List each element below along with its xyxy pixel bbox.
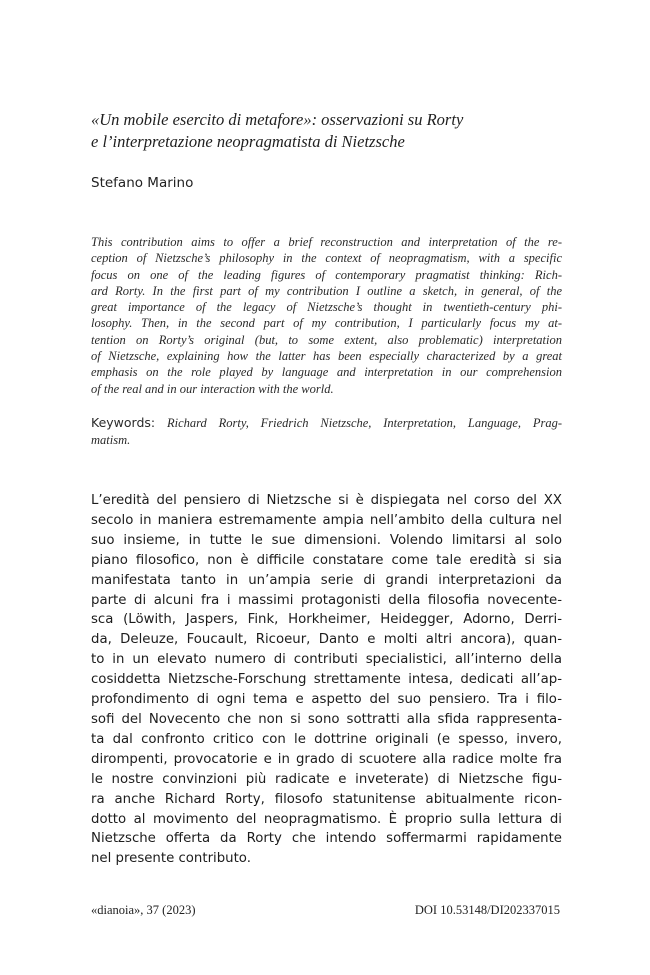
body-line: cosiddetta Nietzsche-Forschung strettamente intesa, dedicati all’ap- <box>91 672 562 688</box>
body-line: sofi del Novecento che non si sono sottratti alla sfida rappresenta- <box>91 711 562 727</box>
title-line: e l’interpretazione neopragmatista di Nietzsche <box>91 132 405 151</box>
abstract-line: of Nietzsche, explaining how the latter has been especially characterized by a great <box>91 349 562 364</box>
article-title <box>91 109 561 153</box>
body-line: sca (Löwith, Jaspers, Fink, Horkheimer, Heidegger, Adorno, Derri- <box>91 612 562 628</box>
keywords <box>91 414 562 449</box>
body-line: manifestata tanto in un’ampia serie di grandi interpretazioni da <box>91 572 562 588</box>
author-name: Stefano Marino <box>91 175 194 191</box>
abstract-line: ception of Nietzsche’s philosophy in the context of neopragmatism, with a specific <box>91 251 562 266</box>
abstract-line: ard Rorty. In the first part of my contribution I outline a sketch, in general, of the <box>91 283 562 298</box>
body-line: profondimento di ogni tema e aspetto del suo pensiero. Tra i filo- <box>91 692 562 708</box>
body-line: le nostre convinzioni più radicate e inveterate) di Nietzsche figu- <box>91 771 562 787</box>
doi-label: DOI 10.53148/DI202337015 <box>414 903 560 917</box>
body-line: secolo in maniera estremamente ampia nell’ambito della cultura nel <box>91 512 562 528</box>
abstract-line: This contribution aims to offer a brief reconstruction and interpretation of the re- <box>91 235 562 249</box>
body-line: dotto al movimento del neopragmatismo. È proprio sulla lettura di <box>91 811 562 827</box>
body-line: suo insieme, in tutte le sue dimensioni. Volendo limitarsi al solo <box>91 532 562 548</box>
keywords-line <box>91 414 562 432</box>
abstract-line: of the real and in our interaction with the world. <box>91 381 334 396</box>
abstract-line: losophy. Then, in the second part of my contribution, I particularly focus my at- <box>91 316 562 331</box>
body-line: parte di alcuni fra i massimi protagonisti della filosofia novecente- <box>91 592 562 608</box>
body-line: ta dal confronto critico con le dottrine originali (e spesso, invero, <box>91 731 562 747</box>
abstract-line: focus on one of the leading figures of contemporary pragmatist thinking: Rich- <box>91 267 562 282</box>
body-line: da, Deleuze, Foucault, Ricoeur, Danto e molti altri ancora), quan- <box>91 632 562 648</box>
body-line: L’eredità del pensiero di Nietzsche si è dispiegata nel corso del XX <box>91 493 562 508</box>
body-line: ra anche Richard Rorty, filosofo statunitense abitualmente ricon- <box>91 791 562 807</box>
keywords-list: Richard Rorty, Friedrich Nietzsche, Interpretation, Language, Prag- <box>166 416 563 430</box>
abstract <box>91 234 562 397</box>
body-line: Nietzsche offerta da Rorty che intendo soffermarmi rapidamente <box>91 831 562 847</box>
body-line: nel presente contributo. <box>91 851 251 867</box>
keywords-list-continued: matism. <box>91 433 131 447</box>
body-line: piano filosofico, non è difficile constatare come tale eredità si sia <box>91 552 562 568</box>
abstract-line: emphasis on the role played by language and interpretation in our comprehension <box>91 365 562 380</box>
abstract-line: great importance of the legacy of Nietzsche’s thought in twentieth-century phi- <box>91 300 562 315</box>
abstract-line: tention on Rorty’s original (but, to some extent, also problematic) interpretation <box>91 332 562 347</box>
keywords-label: Keywords: <box>91 415 156 430</box>
body-paragraph <box>91 491 562 869</box>
journal-citation: «dianoia», 37 (2023) <box>91 903 196 917</box>
body-line: dirompenti, provocatorie e in grado di scuotere alla radice molte fra <box>91 751 562 767</box>
body-line: to in un elevato numero di contributi specialistici, all’interno della <box>91 652 562 668</box>
title-line: «Un mobile esercito di metafore»: osservazioni su Rorty <box>91 110 464 129</box>
